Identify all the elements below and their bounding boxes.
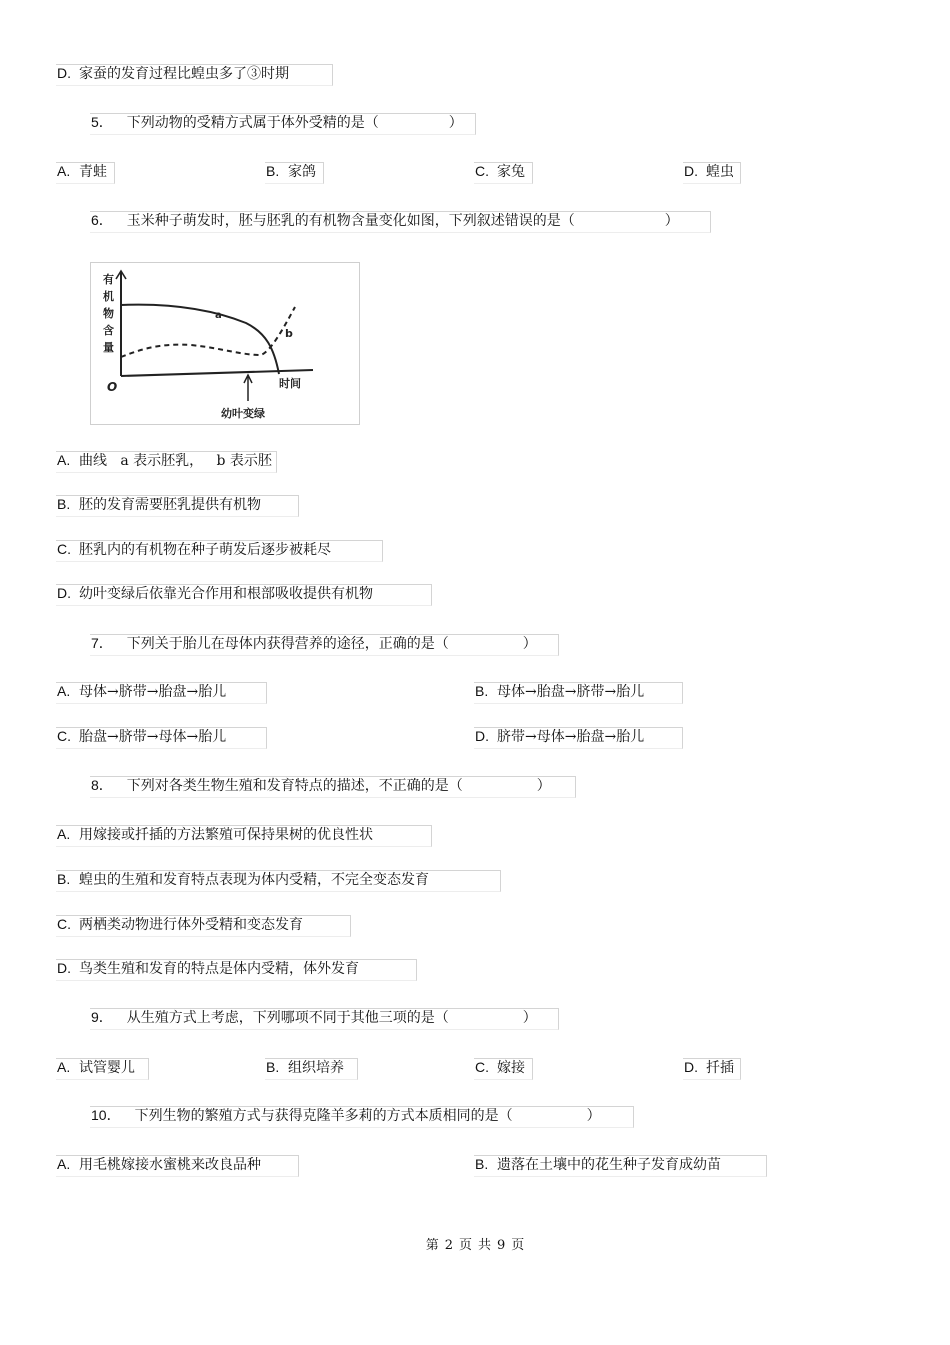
option-letter: C. bbox=[57, 728, 71, 744]
q9-option-d[interactable] bbox=[684, 1057, 734, 1077]
option-letter: C. bbox=[57, 541, 71, 557]
question-text: 下列对各类生物生殖和发育特点的描述，不正确的是（ bbox=[126, 778, 463, 794]
option-letter: D. bbox=[684, 163, 698, 179]
q10-option-a[interactable] bbox=[57, 1154, 261, 1174]
close-paren: ） bbox=[536, 778, 551, 794]
q9-option-b[interactable] bbox=[266, 1057, 344, 1077]
q8-option-b[interactable] bbox=[57, 869, 429, 889]
option-letter: B. bbox=[266, 163, 280, 179]
option-text: 曲线 a 表示胚乳， b 表示胚 bbox=[79, 453, 272, 469]
option-text: 蝗虫 bbox=[706, 164, 734, 180]
option-letter: B. bbox=[475, 1156, 489, 1172]
option-text: 组织培养 bbox=[288, 1060, 344, 1076]
option-letter: B. bbox=[57, 871, 71, 887]
option-letter: D. bbox=[475, 728, 489, 744]
option-letter: C. bbox=[475, 163, 489, 179]
question-number: 9． bbox=[91, 1009, 113, 1025]
question-text: 下列生物的繁殖方式与获得克隆羊多莉的方式本质相同的是（ bbox=[134, 1108, 513, 1124]
question-number: 7． bbox=[91, 635, 113, 651]
page-footer bbox=[0, 1234, 950, 1253]
q4-option-d[interactable] bbox=[57, 63, 289, 83]
option-letter: B. bbox=[266, 1059, 280, 1075]
series-a-label: a bbox=[215, 310, 222, 321]
q9-stem bbox=[91, 1007, 537, 1027]
question-number: 8． bbox=[91, 777, 113, 793]
q7-option-a[interactable] bbox=[57, 681, 226, 701]
option-text: 胚的发育需要胚乳提供有机物 bbox=[79, 497, 261, 513]
option-letter: A. bbox=[57, 683, 71, 699]
option-letter: A. bbox=[57, 826, 71, 842]
y-label-char: 物 bbox=[103, 307, 114, 320]
q10-option-b[interactable] bbox=[475, 1154, 721, 1174]
option-text: 用毛桃嫁接水蜜桃来改良品种 bbox=[79, 1157, 261, 1173]
series-b-line bbox=[121, 307, 295, 357]
q9-option-c[interactable] bbox=[475, 1057, 525, 1077]
footer-mid1: 页 bbox=[458, 1238, 472, 1253]
q9-option-a[interactable] bbox=[57, 1057, 135, 1077]
option-letter: C. bbox=[475, 1059, 489, 1075]
y-label-char: 量 bbox=[103, 341, 114, 354]
q8-option-a[interactable] bbox=[57, 824, 373, 844]
y-label-char: 有 bbox=[103, 273, 114, 286]
option-letter: C. bbox=[57, 916, 71, 932]
option-text: 用嫁接或扦插的方法繁殖可保持果树的优良性状 bbox=[79, 827, 373, 843]
option-text: 幼叶变绿后依靠光合作用和根部吸收提供有机物 bbox=[79, 586, 373, 602]
x-axis bbox=[121, 370, 313, 376]
option-letter: B. bbox=[475, 683, 489, 699]
question-text: 下列关于胎儿在母体内获得营养的途径，正确的是（ bbox=[126, 636, 449, 652]
q5-option-d[interactable] bbox=[684, 161, 734, 181]
close-paren: ） bbox=[522, 636, 537, 652]
option-text: 鸟类生殖和发育的特点是体内受精，体外发育 bbox=[79, 961, 359, 977]
series-a-line bbox=[121, 305, 279, 374]
option-text: 家兔 bbox=[497, 164, 525, 180]
q7-option-c[interactable] bbox=[57, 726, 226, 746]
annotation-label: 幼叶变绿 bbox=[221, 407, 265, 420]
footer-total: 9 bbox=[497, 1238, 506, 1253]
footer-mid2: 共 bbox=[478, 1238, 492, 1253]
option-text: 蝗虫的生殖和发育特点表现为体内受精，不完全变态发育 bbox=[79, 872, 429, 888]
q7-option-d[interactable] bbox=[475, 726, 644, 746]
option-text: 两栖类动物进行体外受精和变态发育 bbox=[79, 917, 303, 933]
y-axis-label bbox=[103, 272, 114, 354]
organic-matter-chart bbox=[90, 262, 360, 425]
option-text: 遗落在土壤中的花生种子发育成幼苗 bbox=[497, 1157, 721, 1173]
option-text: 扦插 bbox=[706, 1060, 734, 1076]
q5-option-c[interactable] bbox=[475, 161, 525, 181]
q6-option-d[interactable] bbox=[57, 583, 373, 603]
x-axis-label: 时间 bbox=[279, 377, 301, 390]
q5-option-b[interactable] bbox=[266, 161, 316, 181]
option-letter: D. bbox=[57, 65, 71, 81]
option-letter: D. bbox=[684, 1059, 698, 1075]
option-letter: D. bbox=[57, 585, 71, 601]
close-paren: ） bbox=[664, 213, 679, 229]
option-text: 试管婴儿 bbox=[79, 1060, 135, 1076]
option-letter: A. bbox=[57, 163, 71, 179]
option-letter: A. bbox=[57, 1059, 71, 1075]
origin-label: O bbox=[107, 380, 118, 394]
question-number: 5． bbox=[91, 114, 113, 130]
q7-stem bbox=[91, 633, 537, 653]
option-text: 脐带→母体→胎盘→胎儿 bbox=[497, 729, 645, 745]
q6-stem bbox=[91, 210, 679, 230]
q8-option-d[interactable] bbox=[57, 958, 359, 978]
question-number: 10． bbox=[91, 1107, 121, 1123]
question-text: 下列动物的受精方式属于体外受精的是（ bbox=[126, 115, 379, 131]
option-text: 母体→脐带→胎盘→胎儿 bbox=[79, 684, 227, 700]
q5-stem bbox=[91, 112, 463, 132]
y-label-char: 含 bbox=[103, 324, 114, 337]
footer-prefix: 第 bbox=[425, 1238, 439, 1253]
close-paren: ） bbox=[586, 1108, 601, 1124]
option-text: 青蛙 bbox=[79, 164, 107, 180]
close-paren: ） bbox=[522, 1010, 537, 1026]
option-letter: B. bbox=[57, 496, 71, 512]
option-text: 母体→胎盘→脐带→胎儿 bbox=[497, 684, 645, 700]
q8-stem bbox=[91, 775, 551, 795]
footer-suffix: 页 bbox=[511, 1238, 525, 1253]
option-letter: D. bbox=[57, 960, 71, 976]
option-text: 胎盘→脐带→母体→胎儿 bbox=[79, 729, 227, 745]
footer-page: 2 bbox=[444, 1238, 453, 1253]
q6-option-b[interactable] bbox=[57, 494, 261, 514]
option-text: 家鸽 bbox=[288, 164, 316, 180]
q8-option-c[interactable] bbox=[57, 914, 303, 934]
question-text: 玉米种子萌发时，胚与胚乳的有机物含量变化如图，下列叙述错误的是（ bbox=[126, 213, 575, 229]
question-number: 6． bbox=[91, 212, 113, 228]
q5-option-a[interactable] bbox=[57, 161, 107, 181]
q10-stem bbox=[91, 1105, 601, 1125]
q7-option-b[interactable] bbox=[475, 681, 644, 701]
option-letter: A. bbox=[57, 1156, 71, 1172]
chart-svg bbox=[91, 263, 359, 424]
series-b-label: b bbox=[285, 327, 293, 340]
option-text: 家蚕的发育过程比蝗虫多了③时期 bbox=[79, 66, 289, 82]
close-paren: ） bbox=[448, 115, 463, 131]
y-label-char: 机 bbox=[103, 290, 114, 303]
option-text: 胚乳内的有机物在种子萌发后逐步被耗尽 bbox=[79, 542, 331, 558]
q6-option-a[interactable] bbox=[57, 450, 272, 470]
option-letter: A. bbox=[57, 452, 71, 468]
q6-option-c[interactable] bbox=[57, 539, 331, 559]
question-text: 从生殖方式上考虑，下列哪项不同于其他三项的是（ bbox=[126, 1010, 449, 1026]
option-text: 嫁接 bbox=[497, 1060, 525, 1076]
